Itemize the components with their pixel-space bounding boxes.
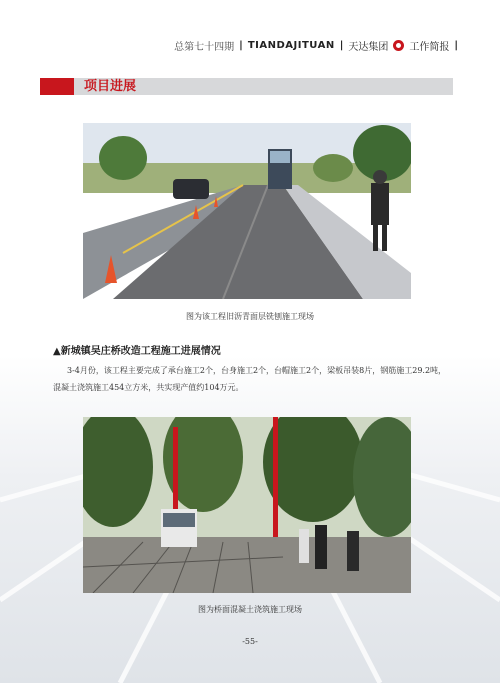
photo1-caption: 图为该工程旧沥青面层铣刨施工现场 [186,312,314,321]
bridge-pouring-photo [83,417,411,593]
brand-chinese: 天达集团 [348,42,389,53]
brand-english: TIANDAJITUAN [247,40,335,51]
article-body: 3-4月份，该工程主要完成了承台施工2个，台身施工2个，台帽施工2个，梁板吊装8片，钢筋施工29.2吨，混凝土浇筑施工454立方米，共实现产值约104万元。 [53,366,447,392]
issue-number: 总第七十四期 [174,42,235,53]
section-title: 项目进展 [84,79,137,94]
page-header: 总第七十四期 | TIANDAJITUAN | 天达集团 工作简报 | [174,40,458,53]
article-heading: ▲新城镇吴庄桥改造工程施工进展情况 [53,346,221,357]
company-logo-icon [393,40,404,51]
bulletin-title: 工作简报 [409,42,450,53]
page-number: -55- [242,637,258,646]
section-bar [40,78,453,95]
photo2-caption: 图为桥面混凝土浇筑施工现场 [198,605,302,614]
road-milling-photo [83,123,411,299]
section-accent [40,78,74,95]
